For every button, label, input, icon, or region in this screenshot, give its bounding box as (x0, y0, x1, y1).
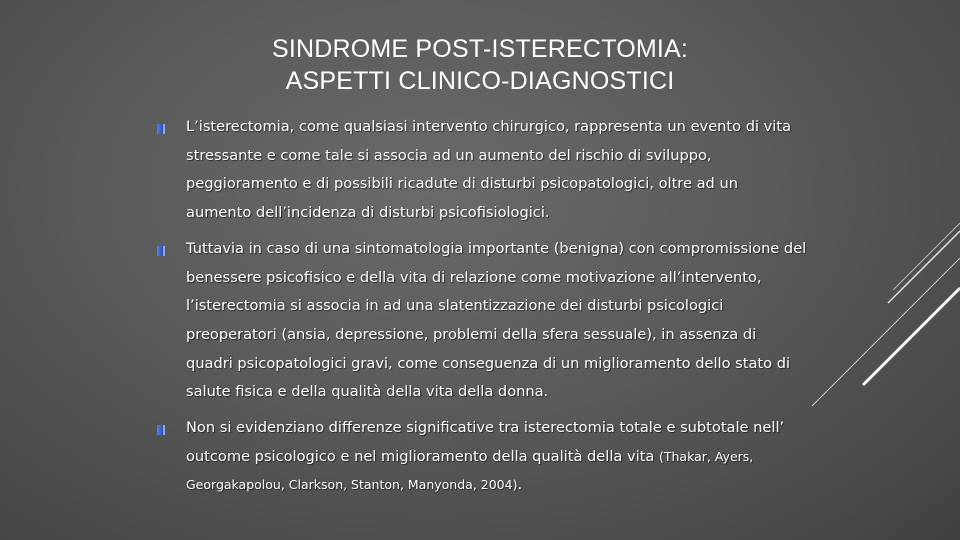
deco-line-1 (888, 231, 960, 303)
bullet-end-punctuation: . (517, 476, 523, 494)
deco-line-2 (893, 223, 960, 290)
bullet-list (157, 113, 807, 507)
slide-title (180, 33, 780, 97)
bullet-text: L’isterectomia, come qualsiasi intervento chirurgico, rappresenta un evento di vita stressante e come tale si associa ad un aumento del rischio di sviluppo, peggioramento e di possibili ricadute di disturbi psicopatologici, oltre ad un aumento dell’incidenza di disturbi psicofisiologici. (186, 118, 792, 222)
title-line-2: ASPETTI CLINICO-DIAGNOSTICI (285, 67, 675, 95)
bullet-square-icon (157, 246, 165, 256)
bullet-square-icon (157, 425, 165, 435)
bullet-square-icon (157, 124, 165, 134)
bullet-text: Non si evidenziano differenze significative tra isterectomia totale e subtotale nell’ outcome psicologico e nel miglioramento della qualità della vita (186, 419, 785, 465)
bullet-item (157, 113, 807, 228)
bullet-item (157, 235, 807, 407)
citation: (Thakar, Ayers, Georgakapolou, Clarkson, Stanton, Manyonda, 2004) (186, 448, 754, 493)
title-line-1: SINDROME POST-ISTERECTOMIA: (271, 35, 689, 63)
deco-line-4 (863, 288, 960, 385)
bullet-item (157, 414, 807, 500)
bullet-text: Tuttavia in caso di una sintomatologia importante (benigna) con compromissione del benessere psicofisico e della vita di relazione come motivazione all’intervento, l’isterectomia si associa in ad una slatentizzazione dei disturbi psicologici preoperatori (ansia, depressione, problemi della sfera sessuale), in assenza di quadri psicopatologici gravi, come conseguenza di un miglioramento dello stato di salute fisica e della qualità della vita della donna. (186, 239, 807, 401)
deco-line-3 (812, 258, 960, 406)
